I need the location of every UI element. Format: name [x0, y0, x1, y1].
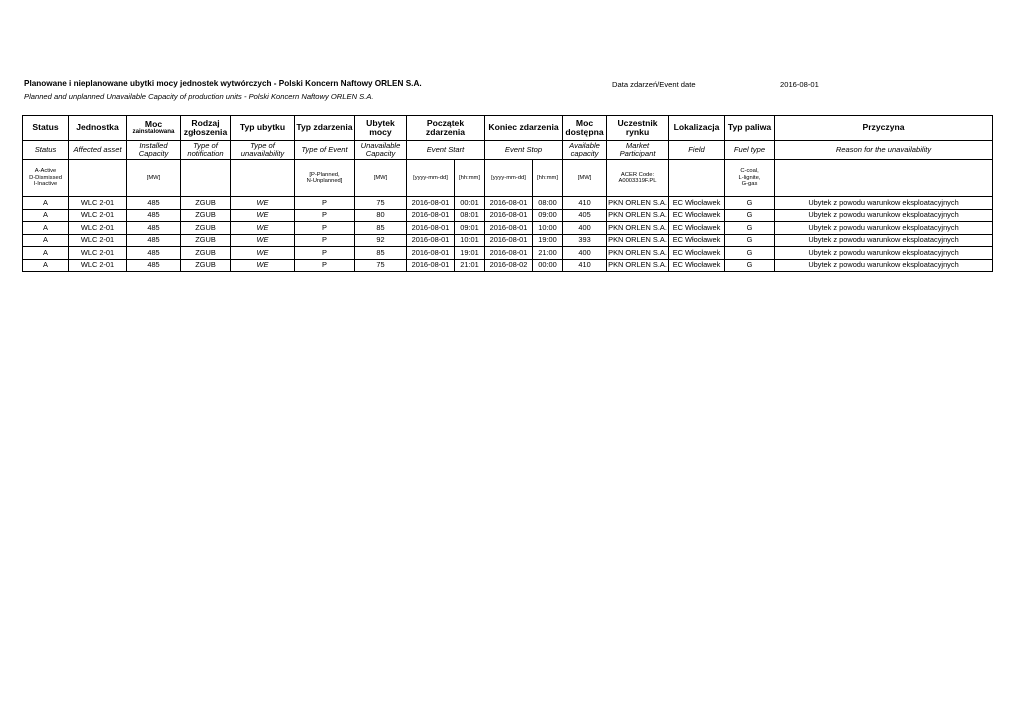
format-participant: ACER Code: A0003319F.PL [607, 160, 669, 197]
cell-available: 410 [563, 259, 607, 272]
header-en-reason: Reason for the unavailability [775, 141, 993, 160]
format-unavailable: [MW] [355, 160, 407, 197]
cell-unit: WLC 2-01 [69, 247, 127, 260]
cell-status: A [23, 259, 69, 272]
header-row-english [23, 141, 993, 160]
header-en-field: Field [669, 141, 725, 160]
cell-installed: 485 [127, 234, 181, 247]
cell-installed: 485 [127, 247, 181, 260]
cell-available: 400 [563, 222, 607, 235]
cell-fuel: G [725, 247, 775, 260]
cell-participant: PKN ORLEN S.A. [607, 259, 669, 272]
header-status: Status [23, 116, 69, 141]
cell-notification: ZGUB [181, 209, 231, 222]
header-poczatek: Początek zdarzenia [407, 116, 485, 141]
event-date-value: 2016-08-01 [780, 80, 819, 89]
header-en-stop: Event Stop [485, 141, 563, 160]
cell-status: A [23, 222, 69, 235]
cell-status: A [23, 234, 69, 247]
format-stop-date: [yyyy-mm-dd] [485, 160, 533, 197]
header-ubytek: Ubytek mocy [355, 116, 407, 141]
format-affected [69, 160, 127, 197]
cell-unit: WLC 2-01 [69, 259, 127, 272]
header-en-status: Status [23, 141, 69, 160]
cell-start-time: 08:01 [455, 209, 485, 222]
cell-start-time: 00:01 [455, 197, 485, 210]
header-moc-label: Moc [144, 118, 163, 129]
format-status: A-Active D-Dismissed I-Inactive [23, 160, 69, 197]
cell-unavail-type: WE [231, 197, 295, 210]
cell-status: A [23, 197, 69, 210]
header-row-polish [23, 116, 993, 141]
cell-notification: ZGUB [181, 197, 231, 210]
format-event-type: [P-Planned, N-Unplanned] [295, 160, 355, 197]
cell-stop-date: 2016-08-01 [485, 222, 533, 235]
header-uczestnik: Uczestnik rynku [607, 116, 669, 141]
cell-installed: 485 [127, 197, 181, 210]
cell-unit: WLC 2-01 [69, 197, 127, 210]
cell-unavailable: 85 [355, 247, 407, 260]
header-en-installed: Installed Capacity [127, 141, 181, 160]
cell-stop-date: 2016-08-01 [485, 234, 533, 247]
format-start-time: [hh:mm] [455, 160, 485, 197]
cell-start-time: 19:01 [455, 247, 485, 260]
header-typ-zdarzenia: Typ zdarzenia [295, 116, 355, 141]
cell-event-type: P [295, 234, 355, 247]
cell-stop-time: 00:00 [533, 259, 563, 272]
cell-unavail-type: WE [231, 259, 295, 272]
cell-notification: ZGUB [181, 247, 231, 260]
cell-event-type: P [295, 197, 355, 210]
cell-stop-date: 2016-08-01 [485, 197, 533, 210]
table-row [23, 222, 993, 235]
cell-fuel: G [725, 234, 775, 247]
cell-installed: 485 [127, 222, 181, 235]
header-moc-dostepna: Moc dostępna [563, 116, 607, 141]
cell-stop-time: 09:00 [533, 209, 563, 222]
cell-notification: ZGUB [181, 222, 231, 235]
format-start-date: [yyyy-mm-dd] [407, 160, 455, 197]
cell-available: 400 [563, 247, 607, 260]
cell-installed: 485 [127, 259, 181, 272]
cell-start-date: 2016-08-01 [407, 234, 455, 247]
header-przyczyna: Przyczyna [775, 116, 993, 141]
header-en-notification: Type of notification [181, 141, 231, 160]
cell-fuel: G [725, 222, 775, 235]
header-jednostka: Jednostka [69, 116, 127, 141]
cell-unavail-type: WE [231, 222, 295, 235]
cell-notification: ZGUB [181, 234, 231, 247]
header-typ-paliwa: Typ paliwa [725, 116, 775, 141]
cell-unavailable: 75 [355, 197, 407, 210]
cell-location: EC Włocławek [669, 234, 725, 247]
unavailability-table [22, 115, 993, 272]
cell-unavailable: 92 [355, 234, 407, 247]
cell-participant: PKN ORLEN S.A. [607, 234, 669, 247]
format-unavailability [231, 160, 295, 197]
cell-unavail-type: WE [231, 247, 295, 260]
format-field [669, 160, 725, 197]
cell-event-type: P [295, 247, 355, 260]
cell-stop-time: 21:00 [533, 247, 563, 260]
header-en-affected: Affected asset [69, 141, 127, 160]
header-en-fuel: Fuel type [725, 141, 775, 160]
cell-fuel: G [725, 209, 775, 222]
page-title: Planowane i nieplanowane ubytki mocy jednostek wytwórczych - Polski Koncern Naftowy ORLEN S.A. [24, 79, 422, 88]
cell-event-type: P [295, 259, 355, 272]
header-en-unavailability: Type of unavailability [231, 141, 295, 160]
header-koniec: Koniec zdarzenia [485, 116, 563, 141]
cell-location: EC Włocławek [669, 209, 725, 222]
cell-fuel: G [725, 197, 775, 210]
format-reason [775, 160, 993, 197]
header-typ-ubytku: Typ ubytku [231, 116, 295, 141]
header-moc [127, 116, 181, 141]
header-en-participant: Market Participant [607, 141, 669, 160]
cell-start-time: 21:01 [455, 259, 485, 272]
cell-status: A [23, 209, 69, 222]
cell-location: EC Włocławek [669, 222, 725, 235]
cell-location: EC Włocławek [669, 259, 725, 272]
cell-start-date: 2016-08-01 [407, 247, 455, 260]
cell-participant: PKN ORLEN S.A. [607, 209, 669, 222]
cell-reason: Ubytek z powodu warunkow eksploatacyjnych [775, 259, 993, 272]
cell-start-date: 2016-08-01 [407, 197, 455, 210]
cell-unavailable: 80 [355, 209, 407, 222]
cell-available: 410 [563, 197, 607, 210]
cell-start-date: 2016-08-01 [407, 222, 455, 235]
cell-start-time: 10:01 [455, 234, 485, 247]
header-en-available: Available capacity [563, 141, 607, 160]
table-row [23, 259, 993, 272]
cell-location: EC Włocławek [669, 197, 725, 210]
table-row [23, 197, 993, 210]
cell-reason: Ubytek z powodu warunkow eksploatacyjnych [775, 197, 993, 210]
format-fuel: C-coal, L-lignite, G-gas [725, 160, 775, 197]
cell-fuel: G [725, 259, 775, 272]
format-available: [MW] [563, 160, 607, 197]
cell-stop-time: 19:00 [533, 234, 563, 247]
cell-unit: WLC 2-01 [69, 234, 127, 247]
event-date-label: Data zdarzeń/Event date [612, 80, 696, 89]
page-subtitle: Planned and unplanned Unavailable Capacity of production units - Polski Koncern Naftowy ORLEN S.A. [24, 92, 374, 101]
table-row [23, 209, 993, 222]
cell-stop-date: 2016-08-01 [485, 247, 533, 260]
cell-event-type: P [295, 209, 355, 222]
cell-unavail-type: WE [231, 234, 295, 247]
cell-available: 393 [563, 234, 607, 247]
cell-event-type: P [295, 222, 355, 235]
cell-unavail-type: WE [231, 209, 295, 222]
table-row [23, 247, 993, 260]
header-rodzaj: Rodzaj zgłoszenia [181, 116, 231, 141]
cell-reason: Ubytek z powodu warunkow eksploatacyjnych [775, 234, 993, 247]
cell-installed: 485 [127, 209, 181, 222]
cell-unit: WLC 2-01 [69, 222, 127, 235]
cell-unit: WLC 2-01 [69, 209, 127, 222]
cell-stop-time: 10:00 [533, 222, 563, 235]
cell-participant: PKN ORLEN S.A. [607, 247, 669, 260]
cell-available: 405 [563, 209, 607, 222]
format-notification [181, 160, 231, 197]
cell-unavailable: 75 [355, 259, 407, 272]
cell-reason: Ubytek z powodu warunkow eksploatacyjnych [775, 247, 993, 260]
header-en-event-type: Type of Event [295, 141, 355, 160]
cell-stop-date: 2016-08-01 [485, 209, 533, 222]
cell-notification: ZGUB [181, 259, 231, 272]
cell-status: A [23, 247, 69, 260]
cell-reason: Ubytek z powodu warunkow eksploatacyjnych [775, 209, 993, 222]
header-moc-small: zainstalowana [132, 128, 175, 136]
cell-reason: Ubytek z powodu warunkow eksploatacyjnych [775, 222, 993, 235]
cell-participant: PKN ORLEN S.A. [607, 222, 669, 235]
cell-unavailable: 85 [355, 222, 407, 235]
header-en-start: Event Start [407, 141, 485, 160]
cell-participant: PKN ORLEN S.A. [607, 197, 669, 210]
header-lokalizacja: Lokalizacja [669, 116, 725, 141]
cell-start-date: 2016-08-01 [407, 259, 455, 272]
table-row [23, 234, 993, 247]
cell-start-date: 2016-08-01 [407, 209, 455, 222]
cell-location: EC Włocławek [669, 247, 725, 260]
cell-stop-date: 2016-08-02 [485, 259, 533, 272]
header-en-unavailable: Unavailable Capacity [355, 141, 407, 160]
format-stop-time: [hh:mm] [533, 160, 563, 197]
cell-start-time: 09:01 [455, 222, 485, 235]
format-row [23, 160, 993, 197]
format-installed: [MW] [127, 160, 181, 197]
cell-stop-time: 08:00 [533, 197, 563, 210]
